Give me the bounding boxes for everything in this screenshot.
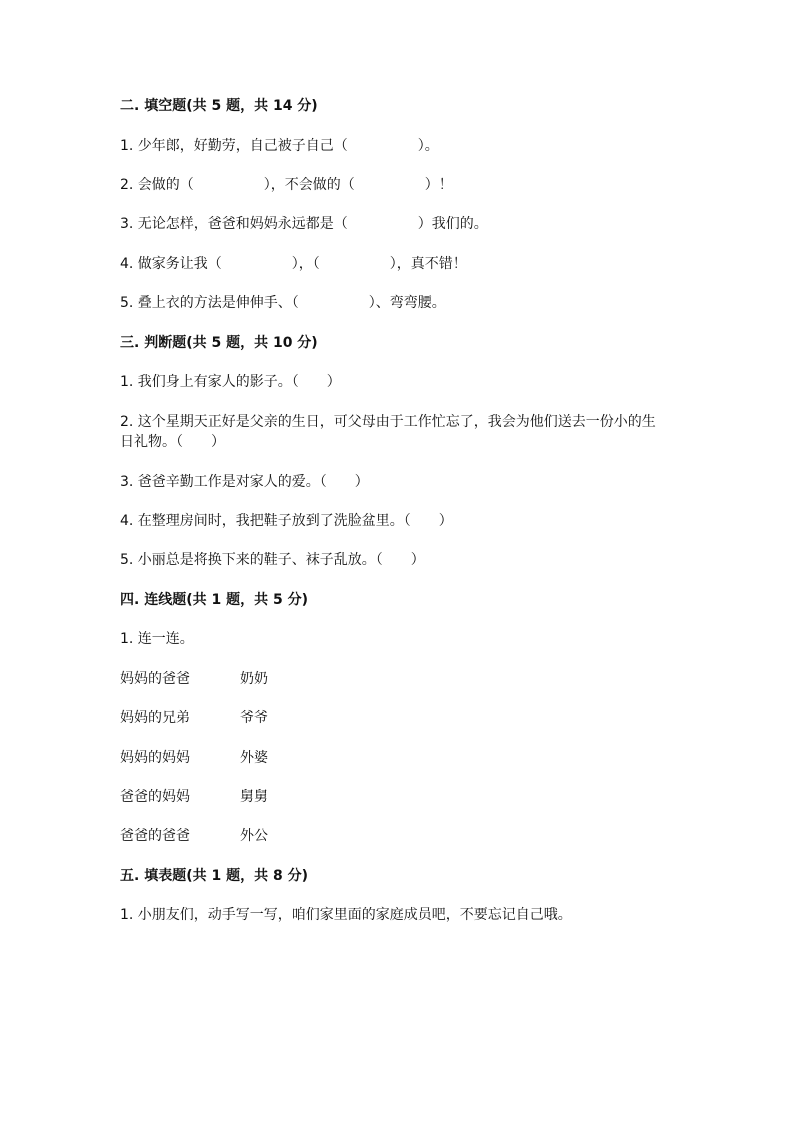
question-judge-5: 5. 小丽总是将换下来的鞋子、袜子乱放。（ ） <box>120 552 425 568</box>
match-row <box>120 787 680 807</box>
question-judge-2: 2. 这个星期天正好是父亲的生日，可父母由于工作忙忘了，我会为他们送去一份小的生日礼物。（ ） <box>120 414 656 450</box>
match-row <box>120 748 680 768</box>
section-title-fill-blank: 二. 填空题(共 5 题，共 14 分) <box>120 98 318 114</box>
match-left-item: 妈妈的爸爸 <box>120 671 190 687</box>
section-title-judge: 三. 判断题(共 5 题，共 10 分) <box>120 335 318 351</box>
question-judge-3: 3. 爸爸辛勤工作是对家人的爱。（ ） <box>120 474 369 490</box>
section-title-table: 五. 填表题(共 1 题，共 8 分) <box>120 868 308 884</box>
match-left-item: 爸爸的爸爸 <box>120 828 190 844</box>
question-fill-2: 2. 会做的（ ），不会做的（ ）！ <box>120 177 453 193</box>
question-table-1: 1. 小朋友们，动手写一写，咱们家里面的家庭成员吧，不要忘记自己哦。 <box>120 907 572 923</box>
match-row <box>120 708 680 728</box>
question-fill-4: 4. 做家务让我（ ），（ ），真不错！ <box>120 256 467 272</box>
question-judge-4: 4. 在整理房间时，我把鞋子放到了洗脸盆里。（ ） <box>120 513 453 529</box>
match-row <box>120 669 680 689</box>
section-title-match: 四. 连线题(共 1 题，共 5 分) <box>120 592 308 608</box>
match-left-item: 妈妈的妈妈 <box>120 750 190 766</box>
match-right-item: 奶奶 <box>240 671 268 687</box>
question-fill-3: 3. 无论怎样，爸爸和妈妈永远都是（ ）我们的。 <box>120 216 488 232</box>
match-left-item: 妈妈的兄弟 <box>120 710 190 726</box>
question-fill-1: 1. 少年郎，好勤劳，自己被子自己（ ）。 <box>120 138 439 154</box>
question-match-1: 1. 连一连。 <box>120 631 194 647</box>
match-left-item: 爸爸的妈妈 <box>120 789 190 805</box>
question-judge-1: 1. 我们身上有家人的影子。（ ） <box>120 374 341 390</box>
match-row <box>120 826 680 846</box>
match-right-item: 爷爷 <box>240 710 268 726</box>
match-right-item: 外婆 <box>240 750 268 766</box>
match-right-item: 外公 <box>240 828 268 844</box>
match-right-item: 舅舅 <box>240 789 268 805</box>
question-fill-5: 5. 叠上衣的方法是伸伸手、（ ）、弯弯腰。 <box>120 295 446 311</box>
